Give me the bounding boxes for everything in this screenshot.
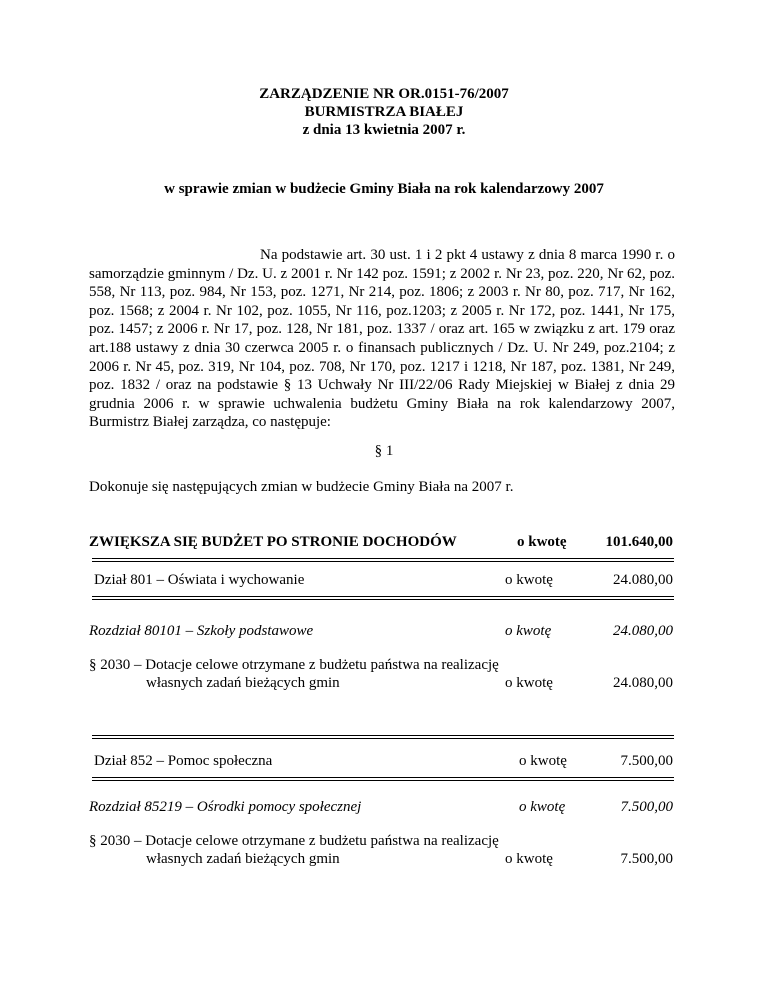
document-title: ZARZĄDZENIE NR OR.0151-76/2007 [259,86,509,102]
rozdzial-amount: 24.080,00 [613,623,673,639]
section-mark: § 1 [374,443,394,459]
dzial-amount: 7.500,00 [620,753,673,769]
total-amount: 101.640,00 [605,534,673,550]
dzial-by: o kwotę [519,753,567,769]
intro-text: Dokonuje się następujących zmian w budżecie Gminy Biała na 2007 r. [89,479,514,495]
paragraf-line2: własnych zadań bieżących gmin [146,851,340,867]
rozdzial-amount: 7.500,00 [620,799,673,815]
double-rule [92,735,674,739]
rozdzial-label: Rozdział 80101 – Szkoły podstawowe [89,623,314,639]
rozdzial-by: o kwotę [519,799,566,815]
issue-date: z dnia 13 kwietnia 2007 r. [302,122,466,138]
double-rule [92,558,674,562]
paragraf-amount: 7.500,00 [620,851,673,867]
document-subject: w sprawie zmian w budżecie Gminy Biała na rok kalendarzowy 2007 [164,181,604,197]
total-by: o kwotę [517,534,567,550]
rozdzial-by: o kwotę [505,623,552,639]
dzial-by: o kwotę [505,572,553,588]
dzial-amount: 24.080,00 [613,572,673,588]
paragraf-line2: własnych zadań bieżących gmin [146,675,340,691]
legal-basis-paragraph: Na podstawie art. 30 ust. 1 i 2 pkt 4 ustawy z dnia 8 marca 1990 r. o samorządzie gminnym / Dz. U. z 2001 r. Nr 142 poz. 1591; z 2002 r. Nr 23, poz. 220, Nr 62, poz. 558, Nr 113, poz. 984, Nr 153, poz. 1271, Nr 214, poz. 1806; z 2003 r. Nr 80, poz. 717, Nr 162, poz. 1568; z 2004 r. Nr 102, poz. 1055, Nr 116, poz.1203; z 2005 r. Nr 172, poz. 1441, Nr 175, poz. 1457; z 2006 r. Nr 17, poz. 128, Nr 181, poz. 1337 / oraz art. 165 w związku z art. 179 oraz art.188 ustawy z dnia 30 czerwca 2005 r. o finansach publicznych / Dz. U. Nr 249, poz.2104; z 2006 r. Nr 45, poz. 319, Nr 104, poz. 708, Nr 170, poz. 1217 i 1218, Nr 187, poz. 1381, Nr 249, poz. 1832 / oraz na podstawie § 13 Uchwały Nr III/22/06 Rady Miejskiej w Białej z dnia 29 grudnia 2006 r. w sprawie uchwalenia budżetu Gminy Biała na rok kalendarzowy 2007, Burmistrz Białej zarządza, co następuje: [89,247,675,431]
dzial-label: Dział 801 – Oświata i wychowanie [94,572,305,588]
total-label: ZWIĘKSZA SIĘ BUDŻET PO STRONIE DOCHODÓW [89,534,457,550]
double-rule [92,777,674,781]
dzial-label: Dział 852 – Pomoc społeczna [94,753,273,769]
paragraf-amount: 24.080,00 [613,675,673,691]
issuer: BURMISTRZA BIAŁEJ [304,104,464,120]
paragraf-by: o kwotę [505,851,553,867]
paragraf-line1: § 2030 – Dotacje celowe otrzymane z budżetu państwa na realizację [89,833,499,849]
rozdzial-label: Rozdział 85219 – Ośrodki pomocy społecznej [89,799,362,815]
paragraf-by: o kwotę [505,675,553,691]
paragraf-line1: § 2030 – Dotacje celowe otrzymane z budżetu państwa na realizację [89,657,499,673]
double-rule [92,596,674,600]
